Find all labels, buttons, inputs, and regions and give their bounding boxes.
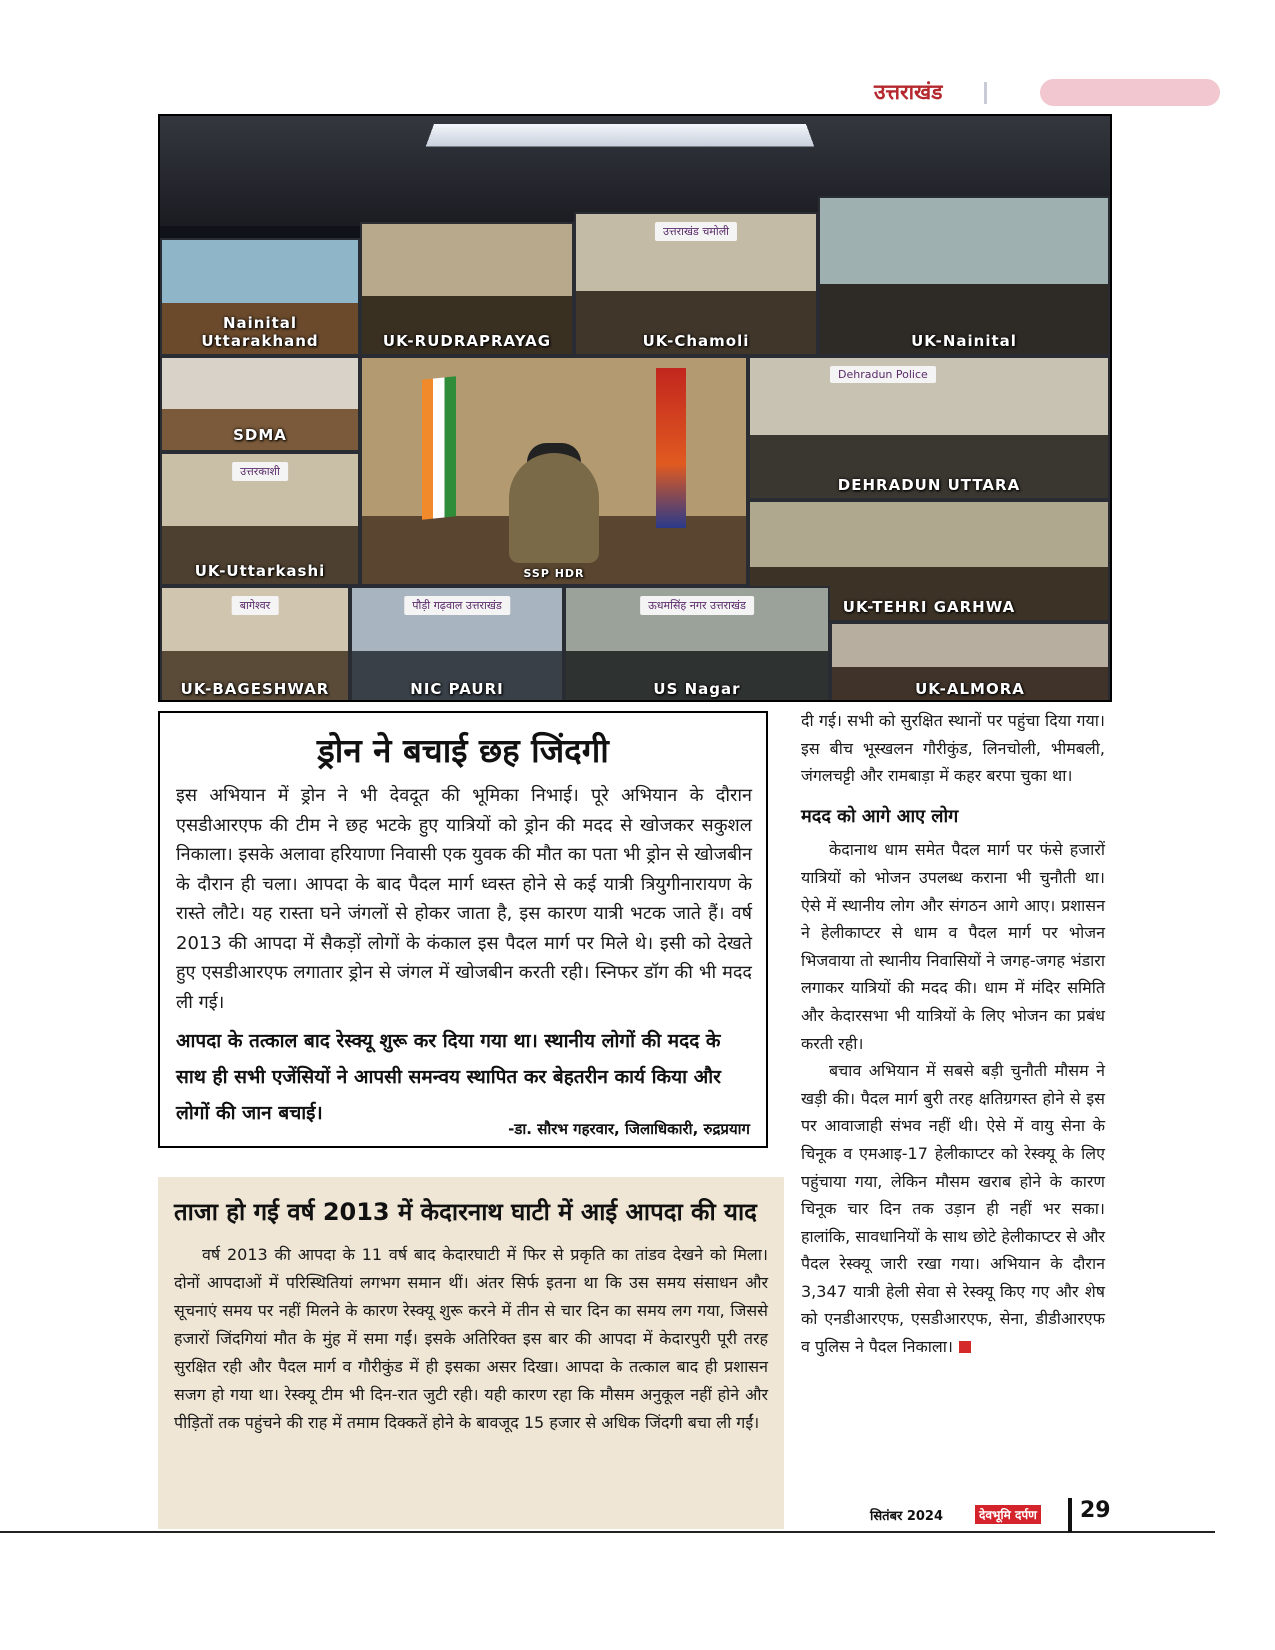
drone-sidebar-box: [158, 711, 768, 1148]
end-of-article-mark: [959, 1341, 971, 1353]
video-panel-uttarkashi: उत्तरकाशी UK-Uttarkashi: [160, 452, 360, 586]
video-panel-us-nagar: ऊधमसिंह नगर उत्तराखंड US Nagar: [564, 586, 830, 702]
footer-separator: [1068, 1498, 1072, 1532]
right-column-subheading: मदद को आगे आए लोग: [801, 805, 959, 827]
video-panel-ssp-hdr: SSP HDR: [360, 356, 748, 586]
article-photo: [158, 114, 1112, 702]
ceiling-light: [426, 124, 814, 147]
drone-box-quote: आपदा के तत्काल बाद रेस्क्यू शुरू कर दिया गया था। स्थानीय लोगों की मदद के साथ ही सभी एजेंसियों ने आपसी समन्वय स्थापित कर बेहतरीन कार्य किया और लोगों की जान बचाई।: [176, 1030, 721, 1124]
kedarnath-box-body: वर्ष 2013 की आपदा के 11 वर्ष बाद केदारघाटी में फिर से प्रकृति का तांडव देखने को मिला। दोनों आपदाओं में परिस्थितियां लगभग समान थीं। अंतर सिर्फ इतना था कि उस समय संसाधन और सूचनाएं समय पर नहीं मिलने के कारण रेस्क्यू शुरू करने में तीन से चार दिन का समय लग गया, जिससे हजारों जिंदगियां मौत के मुंह में समा गईं। इसके अतिरिक्त इस बार की आपदा में केदारपुरी पूरी तरह सुरक्षित रही और पैदल मार्ग व गौरीकुंड में ही इसका असर दिखा। आपदा के तत्काल बाद ही प्रशासन सजग हो गया था। रेस्क्यू टीम भी दिन-रात जुटी रही। यही कारण रहा कि मौसम अनुकूल नहीं होने और पीड़ितों तक पहुंचने की राह में तमाम दिक्कतें होने के बावजूद 15 हजार से अधिक जिंदगी बचा ली गईं।: [174, 1245, 768, 1432]
video-panel-nainital-uttarakhand: Nainital Uttarakhand: [160, 238, 360, 356]
drone-box-body: इस अभियान में ड्रोन ने भी देवदूत की भूमिका निभाई। पूरे अभियान के दौरान एसडीआरएफ की टीम ने छह भटके हुए यात्रियों को ड्रोन की मदद से खोजकर सकुशल निकाला। इसके अलावा हरियाणा निवासी एक युवक की मौत का पता भी ड्रोन से खोजबीन के दौरान ही चला। आपदा के बाद पैदल मार्ग ध्वस्त होने से कई यात्री त्रियुगीनारायण के रास्ते लौटे। यह रास्ता घने जंगलों से होकर जाता है, इस कारण यात्री भटक जाते हैं। वर्ष 2013 की आपदा में सैकड़ों लोगों के कंकाल इस पैदल मार्ग पर मिले थे। इसी को देखते हुए एसडीआरएफ लगातार ड्रोन से जंगल में खोजबीन करती रही। स्निफर डॉग की भी मदद ली गई।: [176, 785, 752, 1013]
page-number: 29: [1080, 1498, 1111, 1523]
video-panel-dehradun: Dehradun Police DEHRADUN UTTARA: [748, 356, 1110, 500]
footer-issue-month: सितंबर 2024: [870, 1509, 944, 1524]
video-panel-bageshwar: बागेश्वर UK-BAGESHWAR: [160, 586, 350, 702]
section-title: उत्तराखंड: [874, 80, 943, 104]
right-column-paragraph-3: [801, 1057, 1105, 1361]
drone-box-title: ड्रोन ने बचाई छह जिंदगी: [317, 731, 609, 770]
footer-magazine-logo: देवभूमि दर्पण: [975, 1505, 1041, 1524]
indian-flag: [422, 376, 456, 520]
header-divider: [984, 82, 987, 104]
drone-box-attribution: -डा. सौरभ गहरवार, जिलाधिकारी, रुद्रप्रयाग: [508, 1120, 750, 1138]
right-column-paragraph-3-text: बचाव अभियान में सबसे बड़ी चुनौती मौसम ने खड़ी की। पैदल मार्ग बुरी तरह क्षतिग्रगस्त होने से इस पर आवाजाही संभव नहीं थी। ऐसे में वायु सेना के चिनूक व एमआइ-17 हेलीकाप्टर को रेस्क्यू के लिए पहुंचाया गया, लेकिन मौसम खराब होने के कारण चिनूक चार दिन तक उड़ान ही नहीं भर सका। हालांकि, सावधानियों के साथ छोटे हेलीकाप्टर से और पैदल रेस्क्यू जारी रखा गया। अभियान के दौरान 3,347 यात्री हेली सेवा से रेस्क्यू किए गए और शेष को एनडीआरएफ, एसडीआरएफ, सेना, डीडीआरएफ व पुलिस ने पैदल निकाला।: [801, 1061, 1105, 1357]
right-column-paragraph-1: दी गई। सभी को सुरक्षित स्थानों पर पहुंचा दिया गया। इस बीच भूस्खलन गौरीकुंड, लिनचोली, भीमबली, जंगलचट्टी और रामबाड़ा में कहर बरपा चुका था।: [801, 711, 1105, 786]
header-decoration-pill: [1040, 79, 1220, 106]
right-column-text: [801, 707, 1105, 1361]
kedarnath-box-title: ताजा हो गई वर्ष 2013 में केदारनाथ घाटी में आई आपदा की याद: [174, 1198, 757, 1226]
right-column-paragraph-2: केदानाथ धाम समेत पैदल मार्ग पर फंसे हजारों यात्रियों को भोजन उपलब्ध कराना भी चुनौती था। ऐसे में स्थानीय लोग और संगठन आगे आए। प्रशासन ने हेलीकाप्टर से धाम व पैदल मार्ग पर भोजन भिजवाया तो स्थानीय निवासियों ने जगह-जगह भंडारा लगाकर यात्रियों की मदद की। धाम में मंदिर समिति और केदारसभा भी यात्रियों के लिए भोजन का प्रबंध करती रही।: [801, 840, 1105, 1053]
state-flag: [656, 368, 686, 528]
video-panel-chamoli: उत्तराखंड चमोली UK-Chamoli: [574, 212, 818, 356]
video-panel-rudraprayag: UK-RUDRAPRAYAG: [360, 222, 574, 356]
video-panel-sdma: SDMA: [160, 356, 360, 452]
video-panel-tehri-garhwal: UK-TEHRI GARHWA: [748, 500, 1110, 622]
police-officer: [509, 453, 599, 563]
footer-rule: [0, 1531, 1215, 1533]
video-panel-pauri: पौड़ी गढ़वाल उत्तराखंड NIC PAURI: [350, 586, 564, 702]
kedarnath-sidebar-box: [158, 1177, 784, 1529]
video-panel-almora: UK-ALMORA: [830, 622, 1110, 702]
video-panel-nainital: UK-Nainital: [818, 196, 1110, 356]
